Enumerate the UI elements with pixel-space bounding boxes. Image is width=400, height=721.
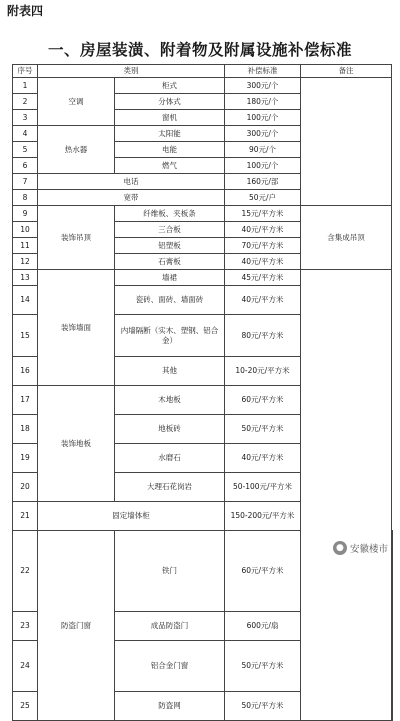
- page-title: 一、房屋装潢、附着物及附属设施补偿标准: [47, 41, 352, 59]
- watermark: [333, 541, 388, 555]
- row-seq: 4: [13, 126, 38, 142]
- row-standard: 100元/个: [225, 110, 301, 126]
- row-seq: 25: [13, 692, 38, 721]
- row-item: 电话: [38, 174, 225, 190]
- row-item: 成品防盗门: [115, 612, 225, 641]
- row-standard: 50元/平方米: [225, 641, 301, 692]
- row-standard: 10-20元/平方米: [225, 357, 301, 386]
- appendix-label: 附表四: [7, 4, 44, 18]
- header-note: 备注: [301, 65, 392, 78]
- row-item: 电能: [115, 142, 225, 158]
- header-category: 类别: [38, 65, 225, 78]
- row-standard: 600元/扇: [225, 612, 301, 641]
- row-item: 其他: [115, 357, 225, 386]
- note-iron-door: [392, 531, 393, 612]
- row-standard: 50元/户: [225, 190, 301, 206]
- row-seq: 19: [13, 444, 38, 473]
- row-item: 瓷砖、面砖、墙面砖: [115, 286, 225, 315]
- row-standard: 50-100元/平方米: [225, 473, 301, 502]
- row-standard: 300元/个: [225, 126, 301, 142]
- row-item: 三合板: [115, 222, 225, 238]
- row-item: 窗机: [115, 110, 225, 126]
- row-seq: 22: [13, 531, 38, 612]
- row-standard: 100元/个: [225, 158, 301, 174]
- row-seq: 13: [13, 270, 38, 286]
- row-seq: 12: [13, 254, 38, 270]
- row-standard: 180元/个: [225, 94, 301, 110]
- row-standard: 40元/平方米: [225, 254, 301, 270]
- row-seq: 16: [13, 357, 38, 386]
- row-item: 纤维板、夹板条: [115, 206, 225, 222]
- table-row: [13, 270, 393, 286]
- row-item: 铁门: [115, 531, 225, 612]
- row-item: 宽带: [38, 190, 225, 206]
- row-seq: 24: [13, 641, 38, 692]
- row-item: 太阳能: [115, 126, 225, 142]
- wechat-icon: ●: [333, 541, 347, 555]
- row-standard: 50元/平方米: [225, 415, 301, 444]
- row-seq: 3: [13, 110, 38, 126]
- table-header-row: [13, 65, 393, 78]
- row-standard: 45元/平方米: [225, 270, 301, 286]
- row-seq: 2: [13, 94, 38, 110]
- group-aircon: 空调: [38, 78, 115, 126]
- row-seq: 5: [13, 142, 38, 158]
- note-empty: [301, 78, 392, 206]
- row-seq: 18: [13, 415, 38, 444]
- compensation-table: [12, 64, 393, 721]
- row-standard: 60元/平方米: [225, 386, 301, 415]
- row-standard: 150-200元/平方米: [225, 502, 301, 531]
- row-standard: 40元/平方米: [225, 286, 301, 315]
- row-item: 水磨石: [115, 444, 225, 473]
- watermark-text: 安徽楼市: [349, 544, 388, 555]
- row-item: 铝塑板: [115, 238, 225, 254]
- row-item: 内墙隔断（实木、塑钢、铝合金）: [115, 315, 225, 357]
- row-seq: 9: [13, 206, 38, 222]
- row-item: 柜式: [115, 78, 225, 94]
- row-standard: 40元/平方米: [225, 444, 301, 473]
- row-seq: 6: [13, 158, 38, 174]
- row-seq: 20: [13, 473, 38, 502]
- row-standard: 90元/个: [225, 142, 301, 158]
- group-wall: 装饰墙面: [38, 270, 115, 386]
- row-standard: 160元/部: [225, 174, 301, 190]
- row-seq: 15: [13, 315, 38, 357]
- row-standard: 40元/平方米: [225, 222, 301, 238]
- row-seq: 1: [13, 78, 38, 94]
- row-standard: 60元/平方米: [225, 531, 301, 612]
- row-standard: 70元/平方米: [225, 238, 301, 254]
- table-row: [13, 206, 393, 222]
- row-standard: 80元/平方米: [225, 315, 301, 357]
- row-seq: 17: [13, 386, 38, 415]
- note-empty: [392, 612, 393, 641]
- header-standard: 补偿标准: [225, 65, 301, 78]
- header-seq: 序号: [13, 65, 38, 78]
- group-water-heater: 热水器: [38, 126, 115, 174]
- row-seq: 11: [13, 238, 38, 254]
- note-aluminum: [392, 641, 393, 692]
- row-item: 防盗网: [115, 692, 225, 721]
- row-seq: 23: [13, 612, 38, 641]
- note-ceiling: 含集成吊顶: [301, 206, 392, 270]
- row-item: 大理石花岗岩: [115, 473, 225, 502]
- row-seq: 8: [13, 190, 38, 206]
- row-item: 固定墙体柜: [38, 502, 225, 531]
- row-standard: 50元/平方米: [225, 692, 301, 721]
- row-item: 木地板: [115, 386, 225, 415]
- note-empty: [392, 692, 393, 721]
- row-seq: 10: [13, 222, 38, 238]
- row-item: 分体式: [115, 94, 225, 110]
- row-standard: 15元/平方米: [225, 206, 301, 222]
- group-ceiling: 装饰吊顶: [38, 206, 115, 270]
- table-row: [13, 78, 393, 94]
- row-item: 墙裙: [115, 270, 225, 286]
- row-item: 石膏板: [115, 254, 225, 270]
- row-seq: 7: [13, 174, 38, 190]
- row-item: 地板砖: [115, 415, 225, 444]
- row-standard: 300元/个: [225, 78, 301, 94]
- row-seq: 14: [13, 286, 38, 315]
- group-floor: 装饰地板: [38, 386, 115, 502]
- group-security: 防盗门窗: [38, 531, 115, 721]
- row-seq: 21: [13, 502, 38, 531]
- row-item: 燃气: [115, 158, 225, 174]
- note-empty: [301, 270, 392, 721]
- row-item: 铝合金门窗: [115, 641, 225, 692]
